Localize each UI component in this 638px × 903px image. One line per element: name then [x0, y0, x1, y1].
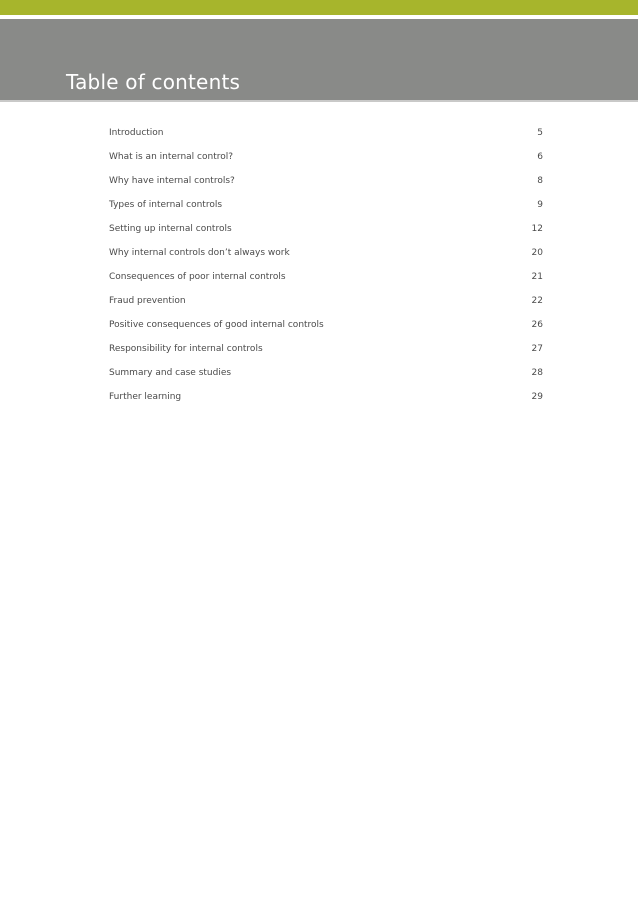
- toc-entry[interactable]: [109, 364, 543, 388]
- toc-entry-page: 6: [537, 152, 543, 162]
- top-accent-bar: [0, 0, 638, 15]
- table-of-contents: [109, 124, 543, 412]
- toc-entry-page: 29: [531, 392, 543, 402]
- toc-entry[interactable]: [109, 148, 543, 172]
- toc-entry-title: Consequences of poor internal controls: [109, 272, 286, 282]
- toc-entry[interactable]: [109, 316, 543, 340]
- toc-entry-page: 12: [531, 224, 543, 234]
- toc-entry-page: 26: [531, 320, 543, 330]
- toc-entry-title: Responsibility for internal controls: [109, 344, 263, 354]
- toc-entry-title: Why internal controls don’t always work: [109, 248, 290, 258]
- toc-entry[interactable]: [109, 124, 543, 148]
- toc-entry-title: Fraud prevention: [109, 296, 186, 306]
- toc-entry[interactable]: [109, 268, 543, 292]
- toc-entry[interactable]: [109, 196, 543, 220]
- toc-entry-page: 21: [531, 272, 543, 282]
- header-band-rule: [0, 100, 638, 102]
- toc-entry-title: Positive consequences of good internal controls: [109, 320, 324, 330]
- toc-entry[interactable]: [109, 292, 543, 316]
- toc-entry-title: Introduction: [109, 128, 164, 138]
- toc-entry-title: Why have internal controls?: [109, 176, 235, 186]
- toc-entry-title: Setting up internal controls: [109, 224, 232, 234]
- toc-entry[interactable]: [109, 388, 543, 412]
- toc-entry-page: 9: [537, 200, 543, 210]
- toc-entry-page: 8: [537, 176, 543, 186]
- toc-entry[interactable]: [109, 244, 543, 268]
- toc-entry[interactable]: [109, 340, 543, 364]
- toc-entry-title: Types of internal controls: [109, 200, 223, 210]
- toc-entry-page: 22: [531, 296, 543, 306]
- toc-entry-page: 5: [537, 128, 543, 138]
- toc-entry-title: Further learning: [109, 392, 182, 402]
- toc-entry-title: What is an internal control?: [109, 152, 234, 162]
- toc-entry[interactable]: [109, 220, 543, 244]
- toc-entry[interactable]: [109, 172, 543, 196]
- page-title: Table of contents: [66, 70, 241, 94]
- toc-entry-page: 20: [531, 248, 543, 258]
- toc-entry-title: Summary and case studies: [109, 368, 232, 378]
- toc-entry-page: 27: [531, 344, 543, 354]
- toc-entry-page: 28: [531, 368, 543, 378]
